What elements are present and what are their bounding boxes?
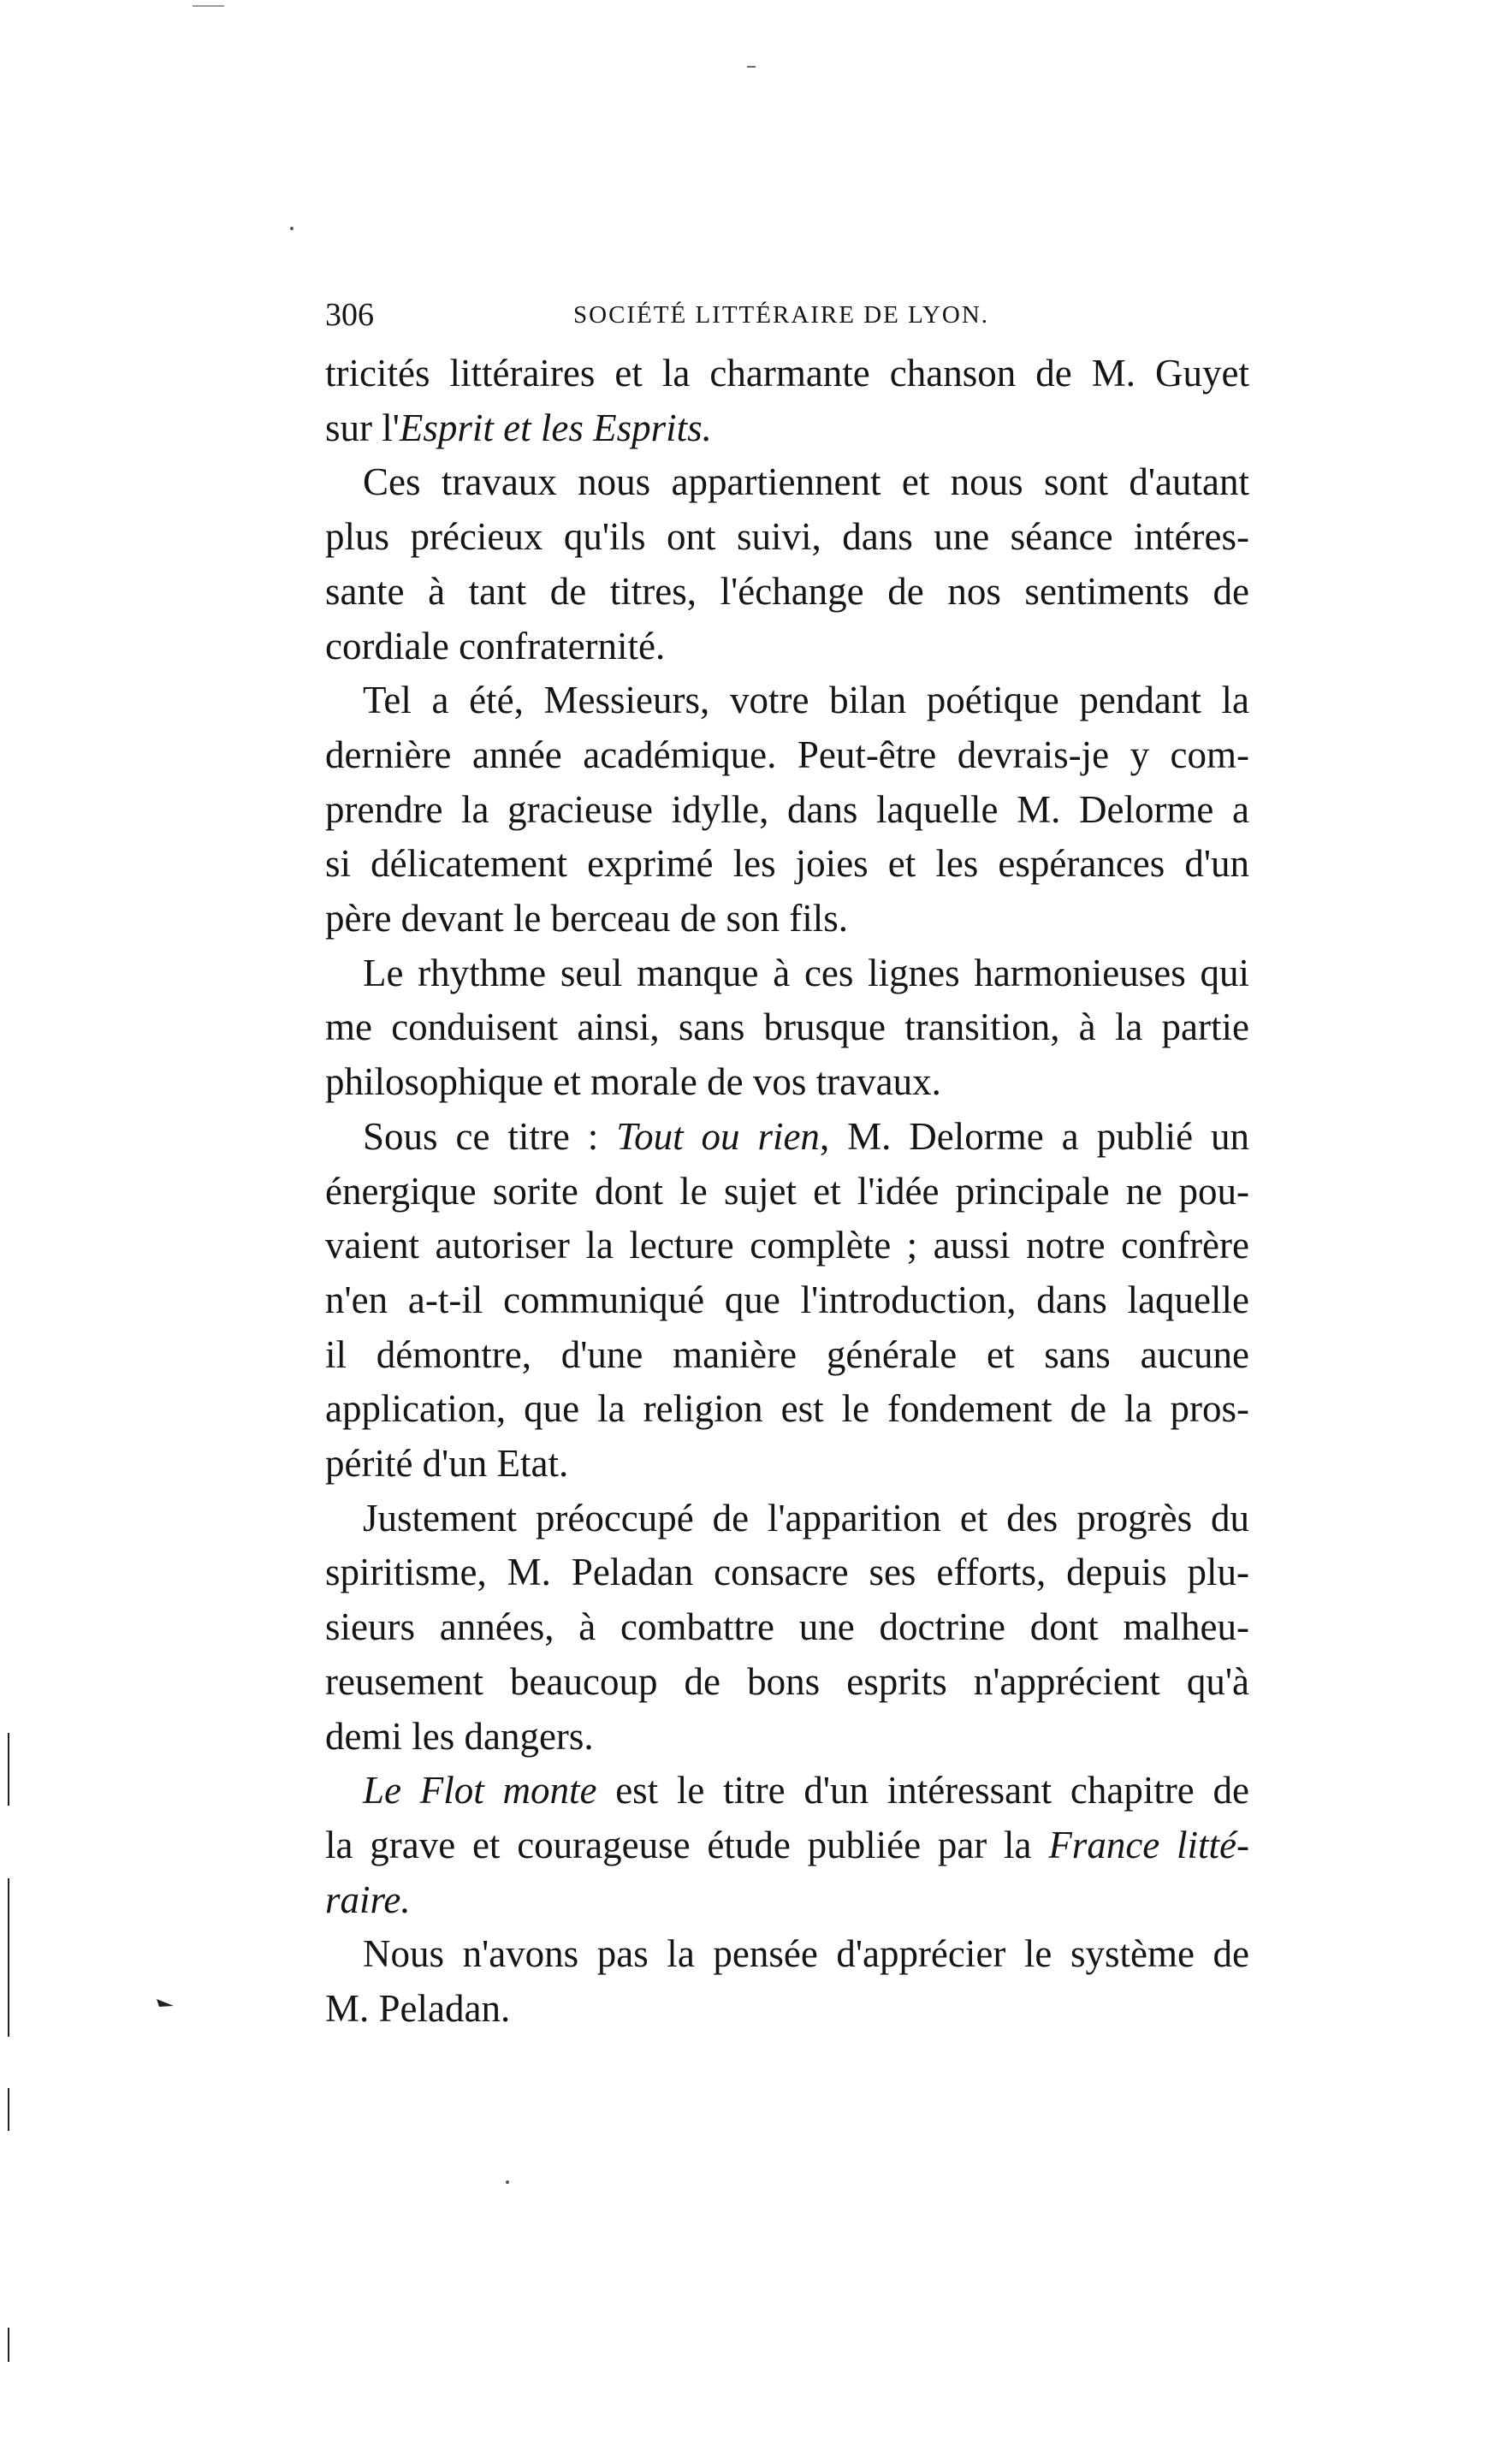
italic-title: raire. (325, 1878, 411, 1921)
text-span: la grave et courageuse étude publiée par la (325, 1823, 1049, 1866)
italic-title: Le Flot monte (363, 1769, 597, 1812)
text-line: plus précieux qu'ils ont suivi, dans une séance intéres- (325, 515, 1249, 559)
text-line: cordiale confraternité. (325, 624, 666, 667)
text-line: énergique sorite dont le sujet et l'idée principale ne pou- (325, 1169, 1249, 1213)
italic-title: Esprit et les Esprits. (399, 406, 712, 449)
running-head: SOCIÉTÉ LITTÉRAIRE DE LYON. (573, 301, 990, 329)
scan-speck (506, 2180, 509, 2184)
text-line: Justement préoccupé de l'apparition et des progrès du (363, 1496, 1249, 1539)
text-span: est le titre d'un intéressant chapitre de (596, 1769, 1249, 1812)
text-span: Sous ce titre : (363, 1114, 617, 1158)
text-line: dernière année académique. Peut-être devrais-je y com- (325, 733, 1249, 776)
text-line: périté d'un Etat. (325, 1442, 569, 1486)
text-line: Le rhythme seul manque à ces lignes harmonieuses qui (363, 951, 1249, 994)
scan-speck (290, 227, 294, 230)
page-number: 306 (325, 297, 374, 333)
text-line: Tel a été, Messieurs, votre bilan poétique pendant la (363, 679, 1249, 722)
italic-title: France litté- (1048, 1823, 1250, 1866)
text-line: application, que la religion est le fondement de la pros- (325, 1387, 1249, 1431)
text-line: sante à tant de titres, l'échange de nos sentiments de (325, 569, 1249, 613)
text-line: sieurs années, à combattre une doctrine dont malheu- (325, 1605, 1249, 1649)
text-line: spiritisme, M. Peladan consacre ses efforts, depuis plu- (325, 1551, 1249, 1594)
text-line: Ces travaux nous appartiennent et nous sont d'autant (363, 460, 1249, 504)
text-line: me conduisent ainsi, sans brusque transition, à la partie (325, 1006, 1249, 1049)
italic-title: Tout ou rien (616, 1114, 820, 1158)
text-line: prendre la gracieuse idylle, dans laquelle M. Delorme a (325, 787, 1249, 831)
text-line: reusement beaucoup de bons esprits n'apprécient qu'à (325, 1659, 1249, 1703)
text-line: n'en a-t-il communiqué que l'introduction, dans laquelle (325, 1278, 1249, 1321)
text-line: tricités littéraires et la charmante chanson de M. Guyet (325, 352, 1249, 395)
text-line: demi les dangers. (325, 1714, 594, 1758)
text-line: vaient autoriser la lecture complète ; aussi notre confrère (325, 1224, 1249, 1267)
scan-mark-arrow (157, 1999, 174, 2007)
text-line: Nous n'avons pas la pensée d'apprécier le système de (363, 1932, 1249, 1976)
text-span: sur l' (325, 406, 400, 449)
text-line: il démontre, d'une manière générale et sans aucune (325, 1332, 1249, 1376)
text-span: , M. Delorme a publié un (819, 1114, 1249, 1158)
text-line: M. Peladan. (325, 1987, 511, 2031)
text-line: père devant le berceau de son fils. (325, 897, 848, 940)
text-line: philosophique et morale de vos travaux. (325, 1060, 941, 1104)
text-line: si délicatement exprimé les joies et les espérances d'un (325, 842, 1249, 886)
